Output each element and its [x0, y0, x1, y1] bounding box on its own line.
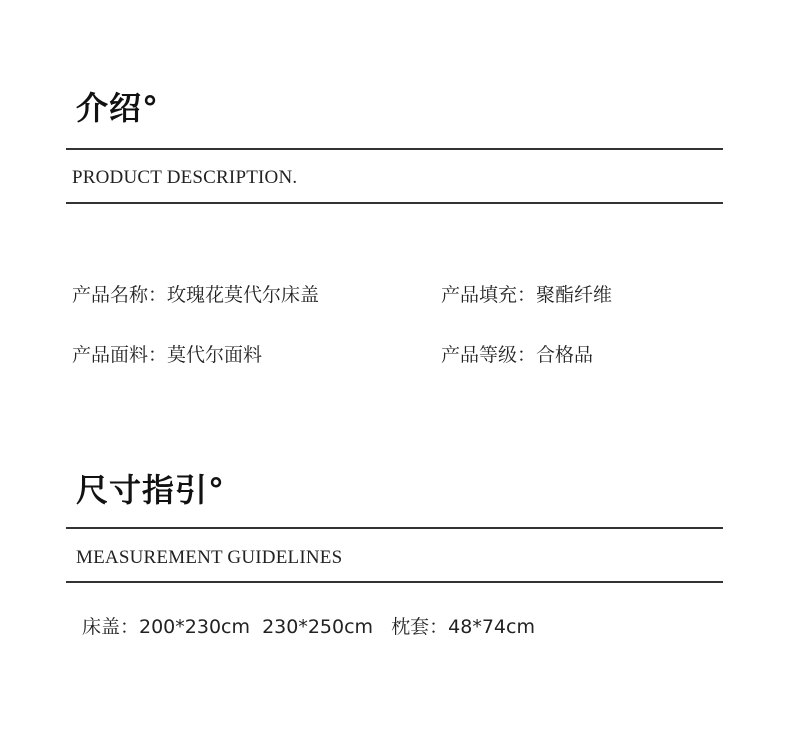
size-dimensions: 床盖：200*230cm 230*250cm 枕套：48*74cm: [82, 616, 535, 638]
size-bottom-divider: [66, 581, 723, 583]
intro-top-divider: [66, 148, 723, 150]
spec-product-filling: 产品填充：聚酯纤维: [441, 284, 613, 306]
spec-product-grade: 产品等级：合格品: [441, 344, 594, 366]
spec-product-fabric: 产品面料：莫代尔面料: [72, 344, 263, 366]
size-title: 尺寸指引°: [76, 471, 226, 509]
intro-bottom-divider: [66, 202, 723, 204]
size-subtitle: MEASUREMENT GUIDELINES: [76, 547, 343, 568]
intro-title: 介绍°: [76, 89, 160, 127]
spec-product-name: 产品名称：玫瑰花莫代尔床盖: [72, 284, 320, 306]
size-top-divider: [66, 527, 723, 529]
intro-subtitle: PRODUCT DESCRIPTION.: [72, 167, 298, 188]
